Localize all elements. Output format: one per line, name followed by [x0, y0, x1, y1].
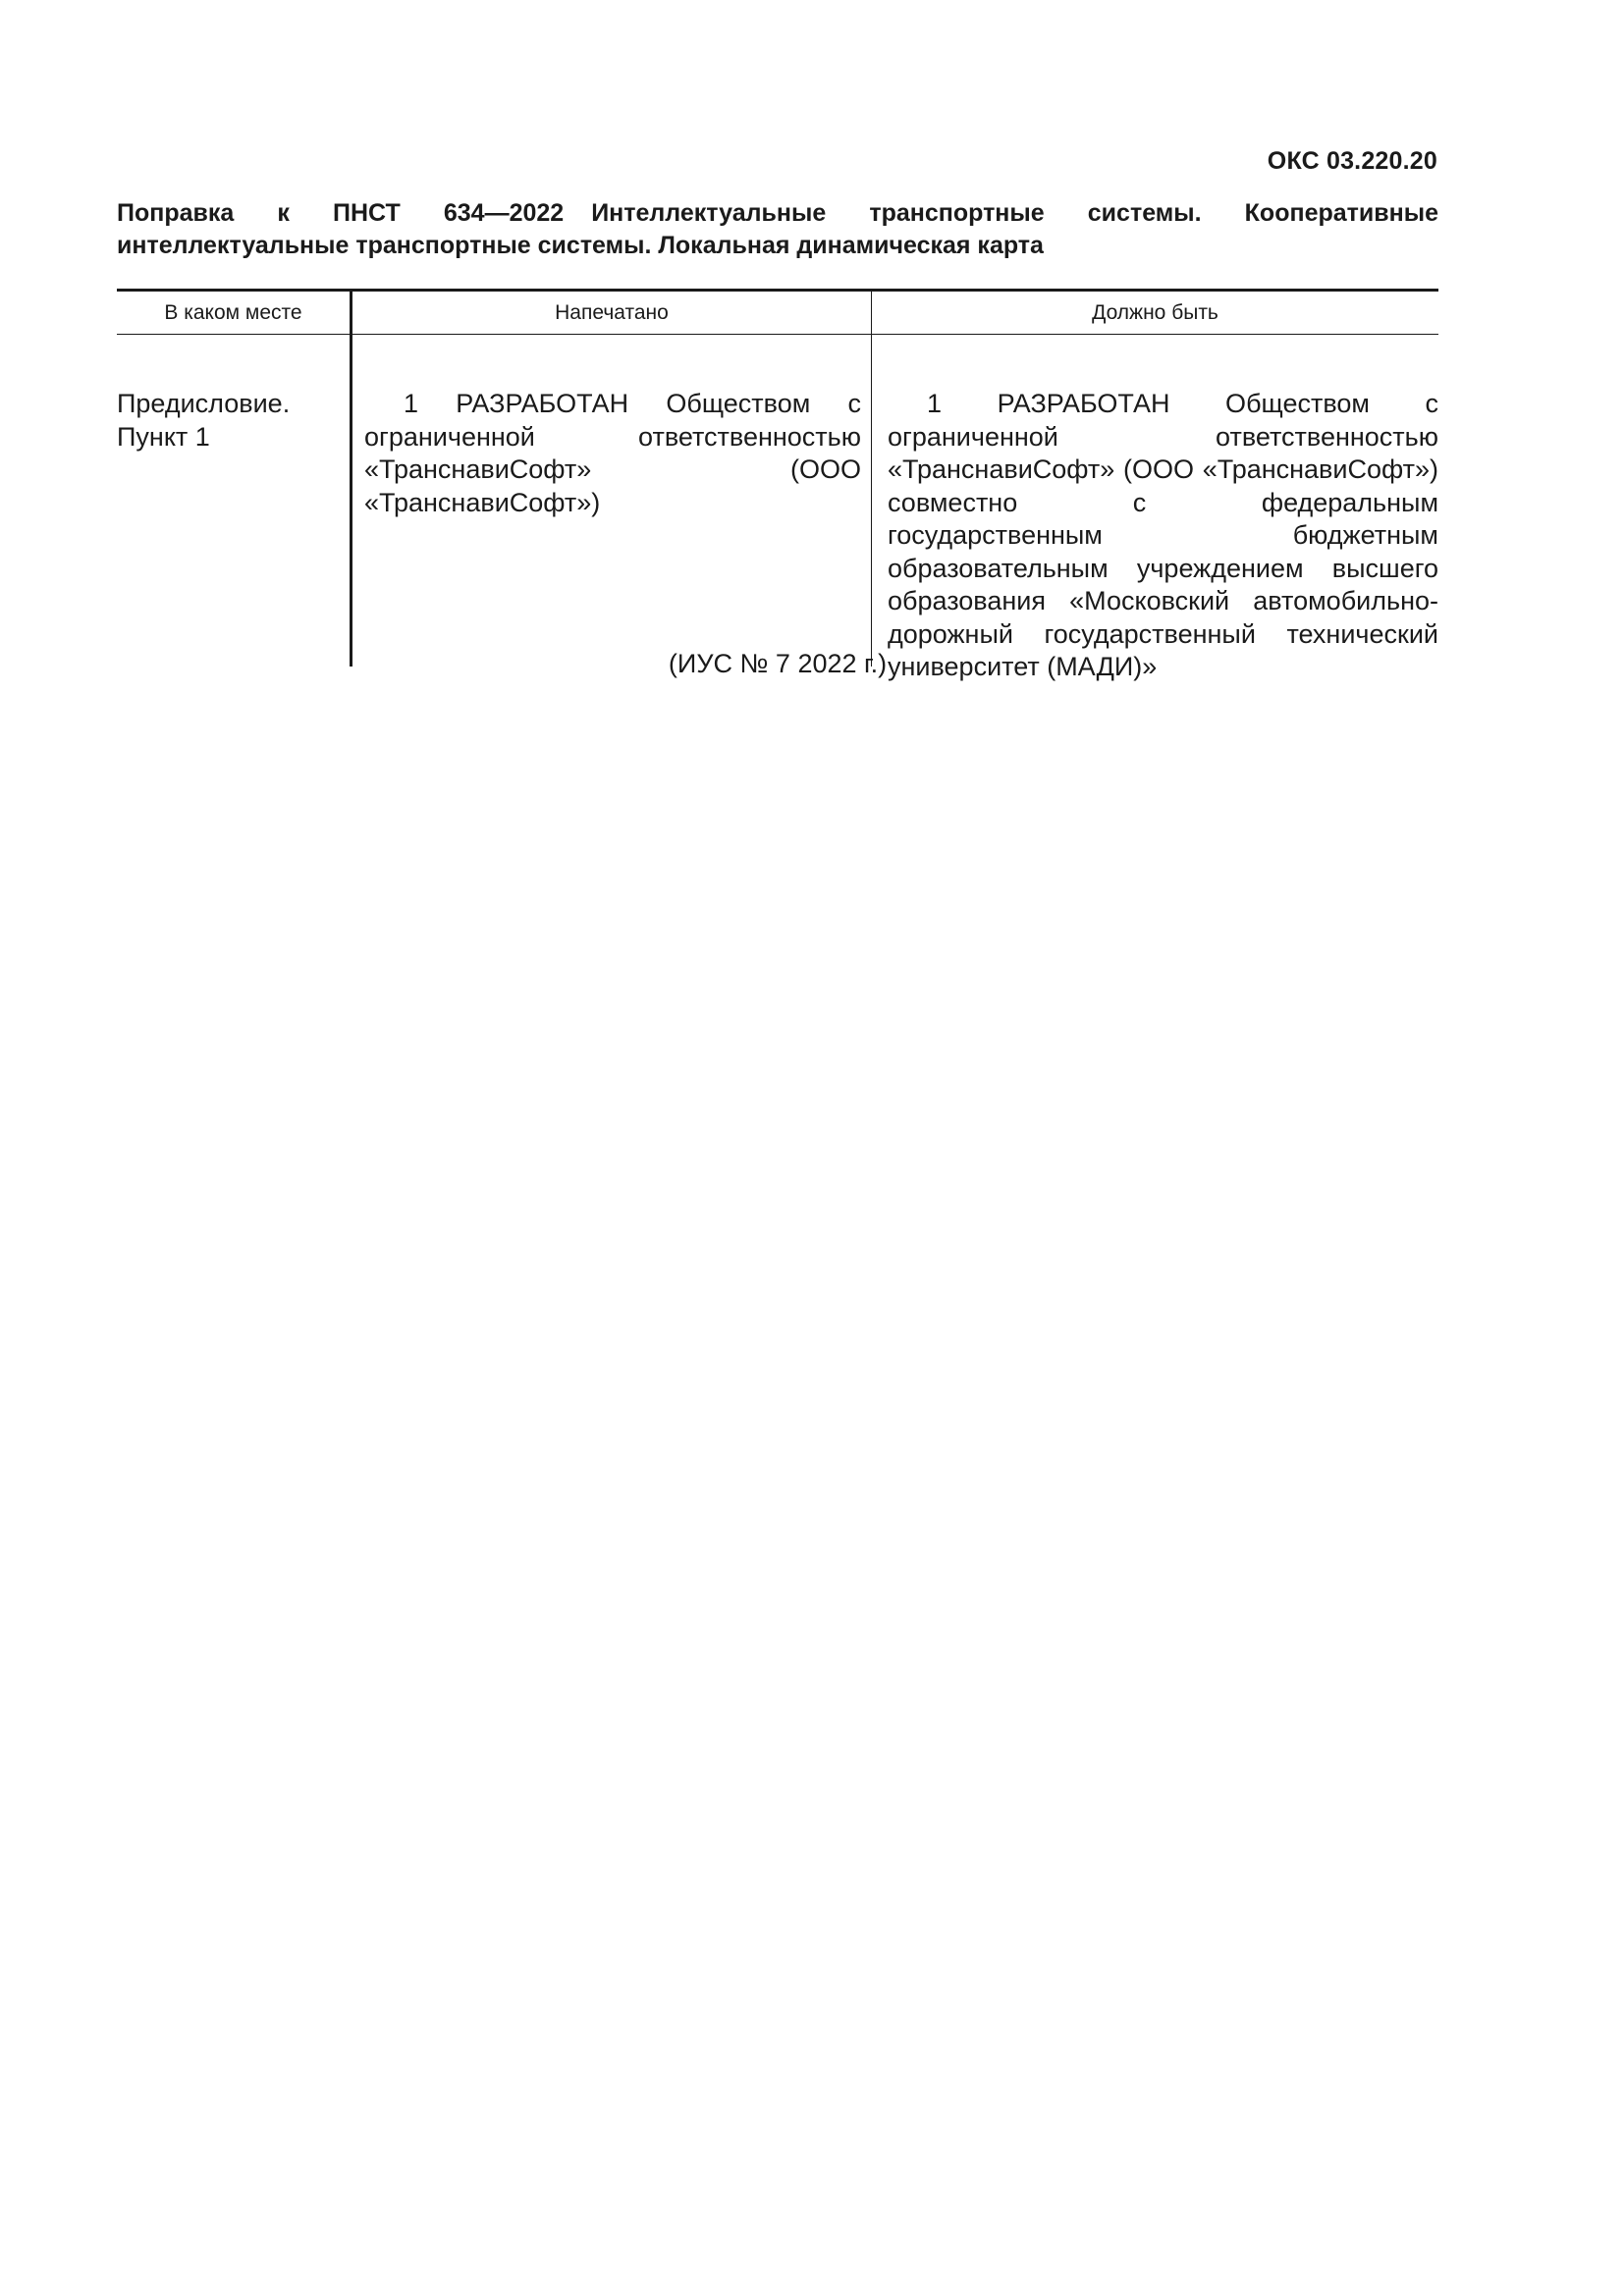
classification-code: ОКС 03.220.20: [1267, 147, 1437, 175]
cell-printed: [350, 335, 871, 667]
column-header-should-be: Должно быть: [871, 292, 1438, 334]
issue-reference: (ИУС № 7 2022 г.): [668, 649, 888, 678]
cell-printed-text: 1 РАЗРАБОТАН Обществом с ограниченной ответственностью «ТранснавиСофт» (ООО «ТранснавиСофт»): [364, 389, 861, 517]
cell-location-line2: Пункт 1: [117, 421, 210, 452]
amendment-table: [117, 289, 1438, 681]
table-header-row: [117, 292, 1438, 335]
cell-location-line1: Предисловие.: [117, 389, 291, 418]
amendment-title-subject: Интеллектуальные транспортные системы. Кооперативные интеллектуальные транспортные системы. Локальная динамическая карта: [117, 199, 1438, 259]
cell-location: [117, 335, 350, 667]
cell-should-be: [871, 335, 1438, 681]
column-header-printed: Напечатано: [350, 292, 871, 334]
amendment-title: [117, 197, 1438, 262]
table-row: [117, 335, 1438, 681]
column-header-location: В каком месте: [164, 301, 302, 324]
cell-should-be-text: 1 РАЗРАБОТАН Обществом с ограниченной ответственностью «ТранснавиСофт» (ООО «ТранснавиСофт») совместно с федеральным государственным бюджетным образовательным учреждением высшего образования «Московский автомобильно-дорожный государственный технический университет (МАДИ)»: [888, 389, 1438, 681]
amendment-title-prefix: Поправка к ПНСТ 634—2022: [117, 199, 565, 227]
